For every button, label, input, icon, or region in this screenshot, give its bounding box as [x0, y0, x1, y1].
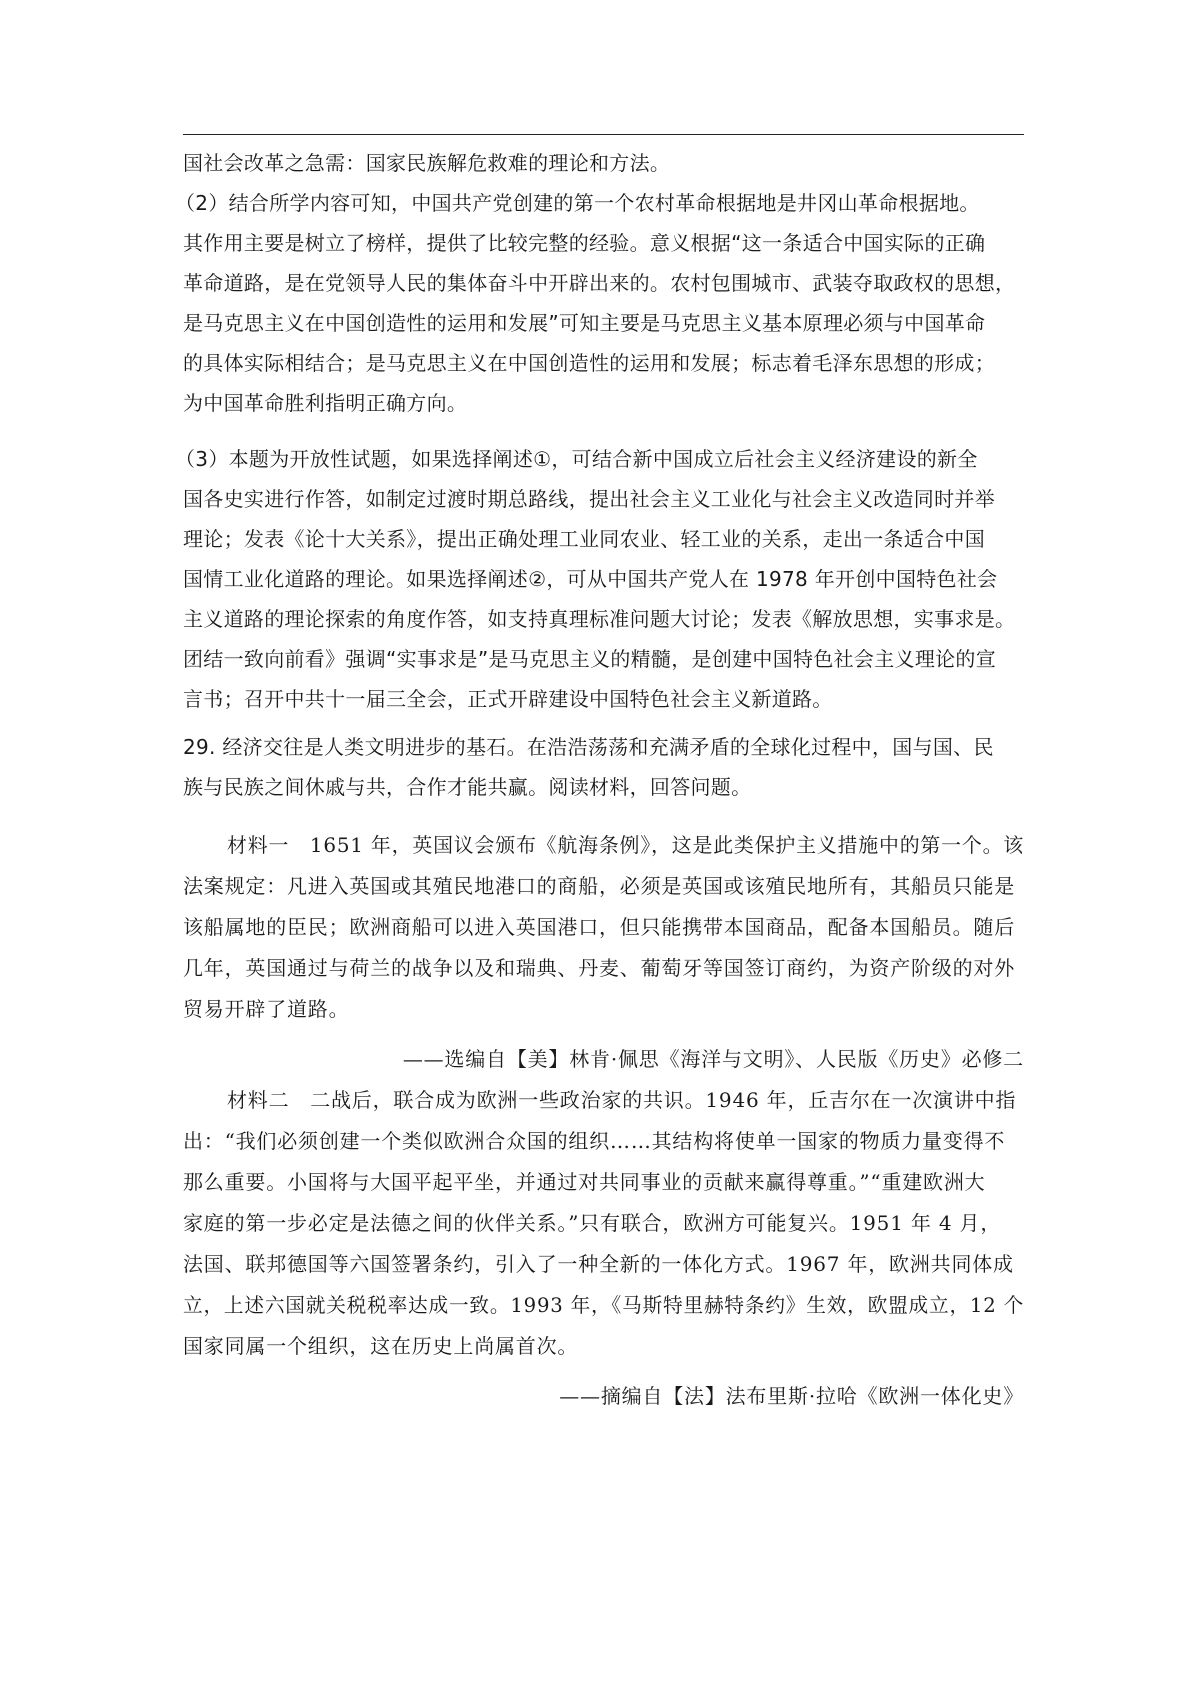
answer-line: 是马克思主义在中国创造性的运用和发展”可知主要是马克思主义基本原理必须与中国革命: [183, 311, 986, 335]
answer-line: 理论；发表《论十大关系》，提出正确处理工业同农业、轻工业的关系，走出一条适合中国: [183, 527, 985, 551]
material-2-line: 材料二 二战后，联合成为欧洲一些政治家的共识。1946 年，丘吉尔在一次演讲中指: [227, 1088, 1017, 1112]
answer-line: （3）本题为开放性试题，如果选择阐述①，可结合新中国成立后社会主义经济建设的新全: [175, 447, 978, 471]
material-1-line: 几年，英国通过与荷兰的战争以及和瑞典、丹麦、葡萄牙等国签订商约，为资产阶级的对外: [183, 956, 1015, 980]
answer-line: 其作用主要是树立了榜样，提供了比较完整的经验。意义根据“这一条适合中国实际的正确: [183, 231, 986, 255]
answer-line: 言书；召开中共十一届三全会，正式开辟建设中国特色社会主义新道路。: [183, 687, 833, 711]
material-1-line: 材料一 1651 年，英国议会颁布《航海条例》，这是此类保护主义措施中的第一个。该: [227, 833, 1025, 857]
question-29-line: 族与民族之间休戚与共，合作才能共赢。阅读材料，回答问题。: [183, 775, 752, 799]
material-2-line: 家庭的第一步必定是法德之间的伙伴关系。”只有联合，欧洲方可能复兴。1951 年 4 月，: [183, 1211, 1002, 1235]
answer-line: 为中国革命胜利指明正确方向。: [183, 391, 468, 415]
material-2-line: 法国、联邦德国等六国签署条约，引入了一种全新的一体化方式。1967 年，欧洲共同体成: [183, 1252, 1014, 1276]
header-rule: [183, 134, 1024, 135]
answer-line: 的具体实际相结合；是马克思主义在中国创造性的运用和发展；标志着毛泽东思想的形成；: [183, 351, 995, 375]
material-1-line: 贸易开辟了道路。: [183, 997, 350, 1021]
material-2-source: ——摘编自【法】法布里斯·拉哈《欧洲一体化史》: [559, 1384, 1024, 1408]
material-2-line: 立，上述六国就关税税率达成一致。1993 年，《马斯特里赫特条约》生效，欧盟成立，12 个: [183, 1293, 1025, 1317]
material-1-source: ——选编自【美】林肯·佩思《海洋与文明》、人民版《历史》必修二: [402, 1047, 1024, 1071]
material-1-line: 法案规定：凡进入英国或其殖民地港口的商船，必须是英国或该殖民地所有，其船员只能是: [183, 874, 1015, 898]
answer-line: 主义道路的理论探索的角度作答，如支持真理标准问题大讨论；发表《解放思想，实事求是。: [183, 607, 1016, 631]
answer-line: （2）结合所学内容可知，中国共产党创建的第一个农村革命根据地是井冈山革命根据地。: [175, 191, 980, 215]
material-2-line: 出：“我们必须创建一个类似欧洲合众国的组织……其结构将使单一国家的物质力量变得不: [183, 1129, 1006, 1153]
answer-line: 革命道路，是在党领导人民的集体奋斗中开辟出来的。农村包围城市、武装夺取政权的思想，: [183, 271, 1016, 295]
answer-line: 国各史实进行作答，如制定过渡时期总路线，提出社会主义工业化与社会主义改造同时并举: [183, 487, 995, 511]
material-1-line: 该船属地的臣民；欧洲商船可以进入英国港口，但只能携带本国商品，配备本国船员。随后: [183, 915, 1015, 939]
material-2-line: 国家同属一个组织，这在历史上尚属首次。: [183, 1334, 579, 1358]
answer-line: 国情工业化道路的理论。如果选择阐述②，可从中国共产党人在 1978 年开创中国特色社会: [183, 567, 998, 591]
question-29-line: 29. 经济交往是人类文明进步的基石。在浩浩荡荡和充满矛盾的全球化过程中，国与国、民: [183, 735, 994, 759]
answer-line: 团结一致向前看》强调“实事求是”是马克思主义的精髓，是创建中国特色社会主义理论的宣: [183, 647, 997, 671]
material-2-line: 那么重要。小国将与大国平起平坐，并通过对共同事业的贡献来赢得尊重。”“重建欧洲大: [183, 1170, 986, 1194]
answer-line: 国社会改革之急需：国家民族解危救难的理论和方法。: [183, 151, 671, 175]
